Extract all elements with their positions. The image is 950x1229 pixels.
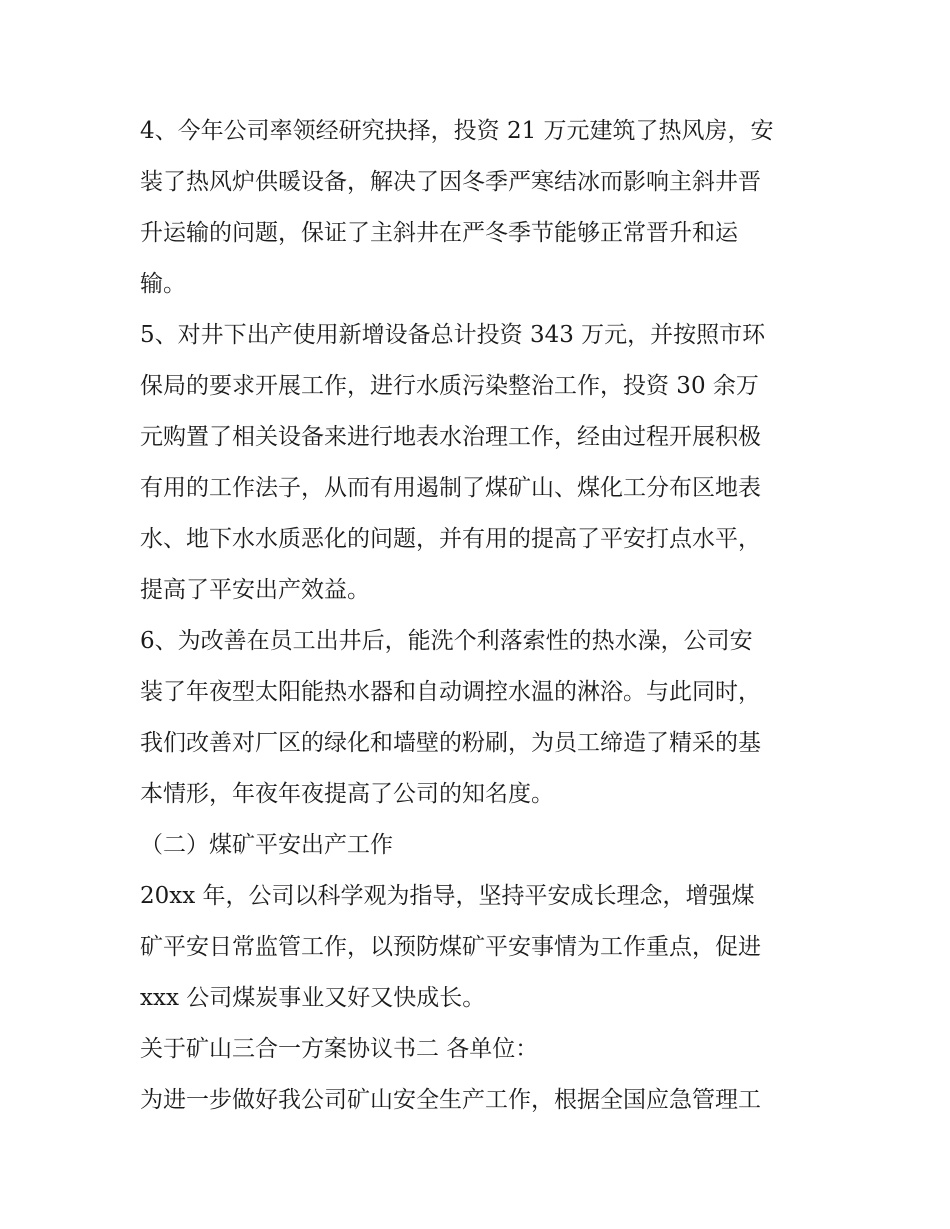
paragraph-line: 提高了平安出产效益。 (140, 577, 370, 603)
section-heading: （二）煤矿平安出产工作 (140, 832, 393, 858)
paragraph-line: 矿平安日常监管工作，以预防煤矿平安事情为工作重点，促进 (140, 934, 761, 960)
paragraph-line: 为进一步做好我公司矿山安全生产工作，根据全国应急管理工 (140, 1087, 761, 1113)
paragraph-line: 我们改善对厂区的绿化和墙壁的粉刷，为员工缔造了精采的基 (140, 730, 761, 756)
paragraph-line: 保局的要求开展工作，进行水质污染整治工作，投资 30 余万 (140, 373, 759, 399)
paragraph-line: 元购置了相关设备来进行地表水治理工作，经由过程开展积极 (140, 424, 761, 450)
paragraph-line: 有用的工作法子，从而有用遏制了煤矿山、煤化工分布区地表 (140, 475, 761, 501)
paragraph-line: 输。 (140, 271, 186, 297)
paragraph-line: 关于矿山三合一方案协议书二 各单位： (140, 1036, 539, 1062)
paragraph-line: 升运输的问题，保证了主斜井在严冬季节能够正常晋升和运 (140, 220, 738, 246)
paragraph-line: 6、为改善在员工出井后，能洗个利落索性的热水澡，公司安 (140, 628, 753, 654)
paragraph-line: 5、对井下出产使用新增设备总计投资 343 万元，并按照市环 (140, 322, 766, 348)
paragraph-line: xxx 公司煤炭事业又好又快成长。 (140, 985, 486, 1011)
paragraph-line: 本情形，年夜年夜提高了公司的知名度。 (140, 781, 554, 807)
paragraph-line: 20xx 年，公司以科学观为指导，坚持平安成长理念，增强煤 (140, 883, 755, 909)
paragraph-line: 4、今年公司率领经研究抉择，投资 21 万元建筑了热风房，安 (140, 118, 774, 144)
paragraph-line: 装了年夜型太阳能热水器和自动调控水温的淋浴。与此同时， (140, 679, 761, 705)
paragraph-line: 装了热风炉供暖设备，解决了因冬季严寒结冰而影响主斜井晋 (140, 169, 761, 195)
paragraph-line: 水、地下水水质恶化的问题，并有用的提高了平安打点水平， (140, 526, 761, 552)
